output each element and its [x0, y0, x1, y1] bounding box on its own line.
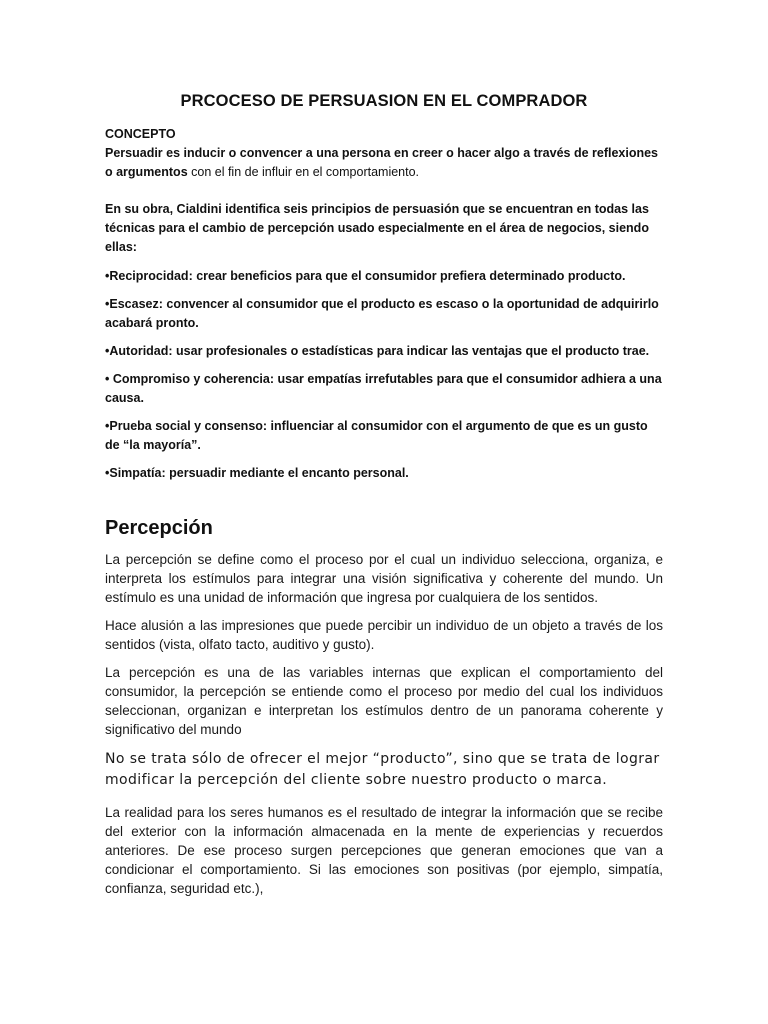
paragraph-realidad: La realidad para los seres humanos es el resultado de integrar la información que se recibe del exterior con la información almacenada en la mente de experiencias y recuerdos anteriores. De ese proceso surgen percepciones que generan emociones que van a condicionar el comportamiento. Si las emociones son positivas (por ejemplo, simpatía, confianza, seguridad etc.), [105, 805, 663, 896]
principle-text: Compromiso y coherencia: usar empatías irrefutables para que el consumidor adhiera a una causa. [105, 372, 662, 405]
concepto-label: CONCEPTO [105, 127, 176, 141]
concepto-normal-text: con el fin de influir en el comportamiento. [187, 165, 420, 179]
principle-simpatia [105, 464, 663, 483]
principle-label: •Prueba social y consenso: [105, 419, 268, 433]
principle-label: •Autoridad: [105, 344, 173, 358]
concepto-definition [105, 144, 663, 182]
principle-text: convencer al consumidor que el producto es escaso o la oportunidad de adquirirlo acabará pronto. [105, 297, 659, 330]
principle-reciprocidad [105, 267, 663, 286]
principle-autoridad [105, 342, 663, 361]
section-heading-percepcion: Percepción [105, 517, 213, 539]
concepto-bold-text: Persuadir es inducir o convencer a una persona en creer o hacer algo a través de reflexiones o argumentos [105, 146, 659, 179]
principle-compromiso [105, 370, 663, 408]
principle-text: usar profesionales o estadísticas para indicar las ventajas que el producto trae. [172, 344, 650, 358]
principle-text: persuadir mediante el encanto personal. [165, 466, 409, 480]
document-body [105, 92, 663, 907]
principle-text: influenciar al consumidor con el argumento de que es un gusto de “la mayoría”. [105, 419, 648, 452]
principle-label: • [105, 372, 110, 386]
principle-label: •Escasez: [105, 297, 163, 311]
principle-text: crear beneficios para que el consumidor prefiera determinado producto. [192, 269, 626, 283]
paragraph-alusion: Hace alusión a las impresiones que puede percibir un individuo de un objeto a través de los sentidos (vista, olfato tacto, auditivo y gusto). [105, 618, 663, 652]
principle-label: •Reciprocidad: [105, 269, 193, 283]
cialdini-intro: En su obra, Cialdini identifica seis principios de persuasión que se encuentran en todas las técnicas para el cambio de percepción usado especialmente en el área de negocios, siendo ellas: [105, 202, 649, 254]
paragraph-variables: La percepción es una de las variables internas que explican el comportamiento del consumidor, la percepción se entiende como el proceso por medio del cual los individuos seleccionan, organizan e interpretan los estímulos dentro de un panorama coherente y significativo del mundo [105, 665, 663, 737]
highlight-quote: No se trata sólo de ofrecer el mejor “producto”, sino que se trata de lograr modificar la percepción del cliente sobre nuestro producto o marca. [105, 751, 660, 788]
principle-label: •Simpatía: [105, 466, 166, 480]
paragraph-definicion: La percepción se define como el proceso por el cual un individuo selecciona, organiza, e interpreta los estímulos para integrar una visión significativa y coherente del mundo. Un estímulo es una unidad de información que ingresa por cualquiera de los sentidos. [105, 552, 663, 605]
principle-prueba-social [105, 417, 663, 455]
principle-escasez [105, 295, 663, 333]
document-title: PRCOCESO DE PERSUASION EN EL COMPRADOR [180, 92, 588, 110]
